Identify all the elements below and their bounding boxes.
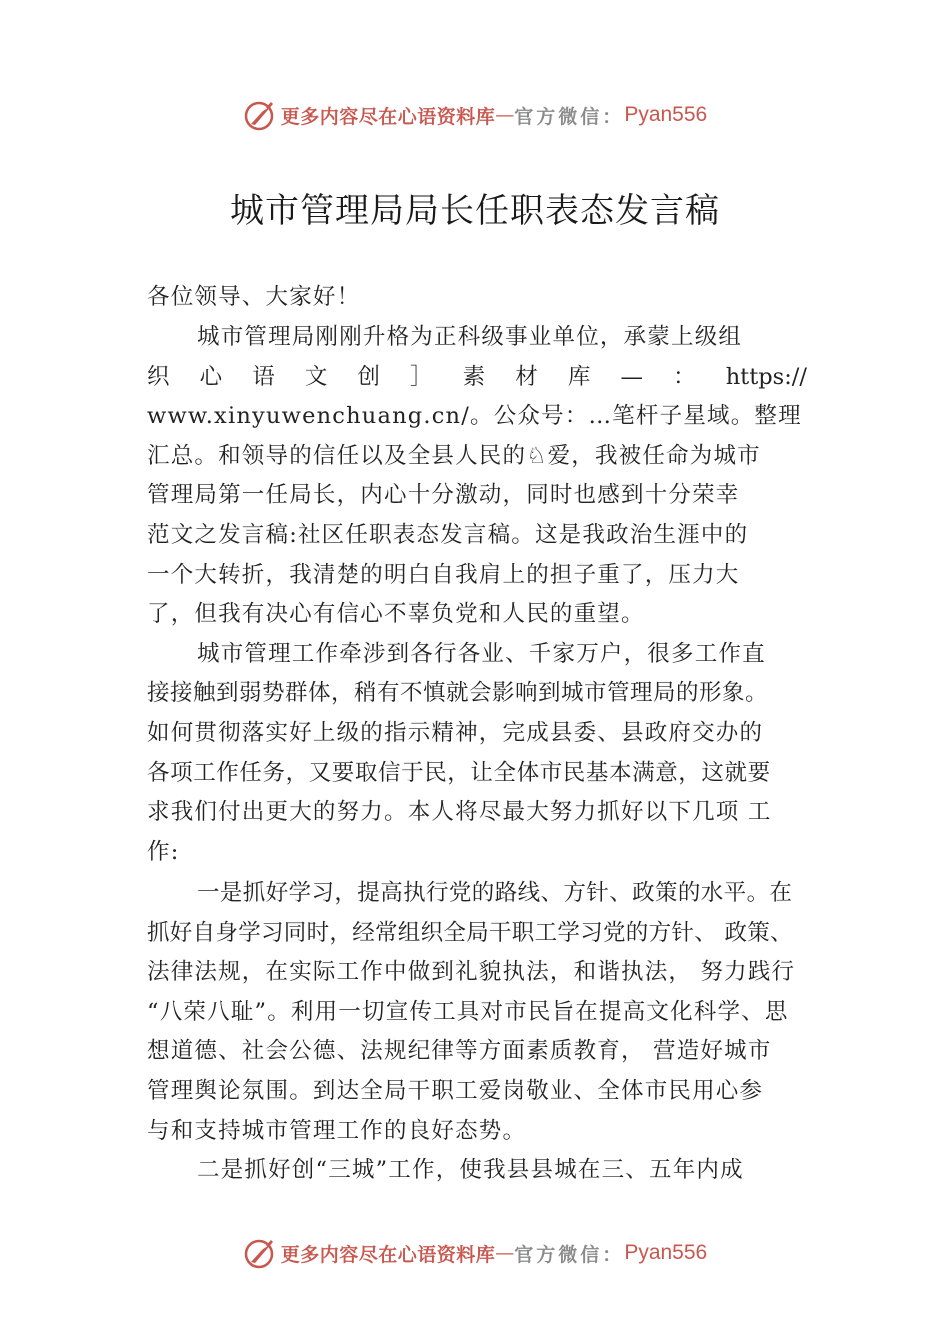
paragraph-line: 二是抓好创“三城”工作，使我县县城在三、五年内成 — [197, 1157, 744, 1183]
paragraph-line: 接接触到弱势群体，稍有不慎就会影响到城市管理局的形象。 — [147, 680, 769, 706]
paragraph-line: 抓好自身学习同时，经常组织全局干职工学习党的方针、 政策、 — [147, 920, 793, 946]
paragraph-line: 了，但我有决心有信心不辜负党和人民的重望。 — [147, 601, 645, 627]
paragraph-line: 各项工作任务，又要取信于民，让全体市民基本满意，这就要 — [147, 760, 771, 786]
quill-logo-icon — [243, 1236, 277, 1270]
paragraph-line: 求我们付出更大的努力。本人将尽最大努力抓好以下几项 工 — [147, 799, 772, 825]
spaced-char: 材 — [515, 364, 538, 390]
document-title: 城市管理局局长任职表态发言稿 — [230, 191, 720, 231]
spaced-char: 文 — [304, 364, 328, 390]
paragraph-line: 一是抓好学习，提高执行党的路线、方针、政策的水平。在 — [197, 880, 793, 906]
paragraph-line: “八荣八耻”。利用一切宣传工具对市民旨在提高文化科学、思 — [147, 999, 789, 1025]
spaced-char: — — [620, 364, 643, 390]
paragraph-line: 与和支持城市管理工作的良好态势。 — [147, 1118, 527, 1144]
salutation-line: 各位领导、大家好！ — [147, 284, 361, 310]
spaced-char: 心 — [199, 364, 223, 390]
banner-wechat-id: Pyan556 — [624, 103, 708, 126]
paragraph-line: 想道德、社会公德、法规纪律等方面素质教育， 营造好城市 — [147, 1038, 772, 1064]
banner-wechat-id: Pyan556 — [624, 1241, 708, 1264]
spaced-char: ： — [673, 364, 696, 390]
header-banner — [0, 95, 950, 135]
quill-logo-icon — [243, 98, 277, 132]
footer-banner — [0, 1233, 950, 1273]
paragraph-line: 汇总。和领导的信任以及全县人民的♘爱，我被任命为城市 — [147, 443, 761, 469]
paragraph-line: 城市管理局刚刚升格为正科级事业单位，承蒙上级组 — [197, 324, 743, 350]
spaced-char: ］ — [410, 364, 433, 390]
spaced-url-line — [147, 362, 807, 392]
banner-brand: 更多内容尽在心语资料库 — [280, 1243, 496, 1266]
url-fragment: https:// — [725, 364, 807, 390]
spaced-char: 语 — [252, 364, 275, 390]
paragraph-line: 管理舆论氛围。到达全局干职工爱岗敬业、全体市民用心参 — [147, 1078, 764, 1104]
spaced-char: 库 — [567, 364, 591, 390]
paragraph-line: 范文之发言稿:社区任职表态发言稿。这是我政治生涯中的 — [147, 522, 749, 548]
banner-brand: 更多内容尽在心语资料库 — [280, 105, 496, 128]
spaced-char: 素 — [462, 364, 486, 390]
banner-separator: — — [495, 104, 515, 126]
paragraph-line: 法律法规，在实际工作中做到礼貌执法，和谐执法， 努力践行 — [147, 959, 796, 985]
paragraph-line: www.xinyuwenchuang.cn/。公众号：…笔杆子星域。整理 — [147, 403, 802, 429]
paragraph-line: 城市管理工作牵涉到各行各业、千家万户，很多工作直 — [197, 641, 766, 667]
banner-separator: — — [495, 1242, 515, 1264]
paragraph-line: 如何贯彻落实好上级的指示精神，完成县委、县政府交办的 — [147, 720, 764, 746]
spaced-char: 织 — [147, 364, 170, 390]
paragraph-line: 一个大转折，我清楚的明白自我肩上的担子重了，压力大 — [147, 562, 740, 588]
paragraph-line: 作: — [147, 839, 180, 865]
spaced-char: 创 — [357, 364, 380, 390]
banner-wechat-label: 官方微信： — [514, 1243, 625, 1266]
paragraph-line: 管理局第一任局长，内心十分激动，同时也感到十分荣幸 — [147, 482, 740, 508]
banner-wechat-label: 官方微信： — [514, 105, 625, 128]
